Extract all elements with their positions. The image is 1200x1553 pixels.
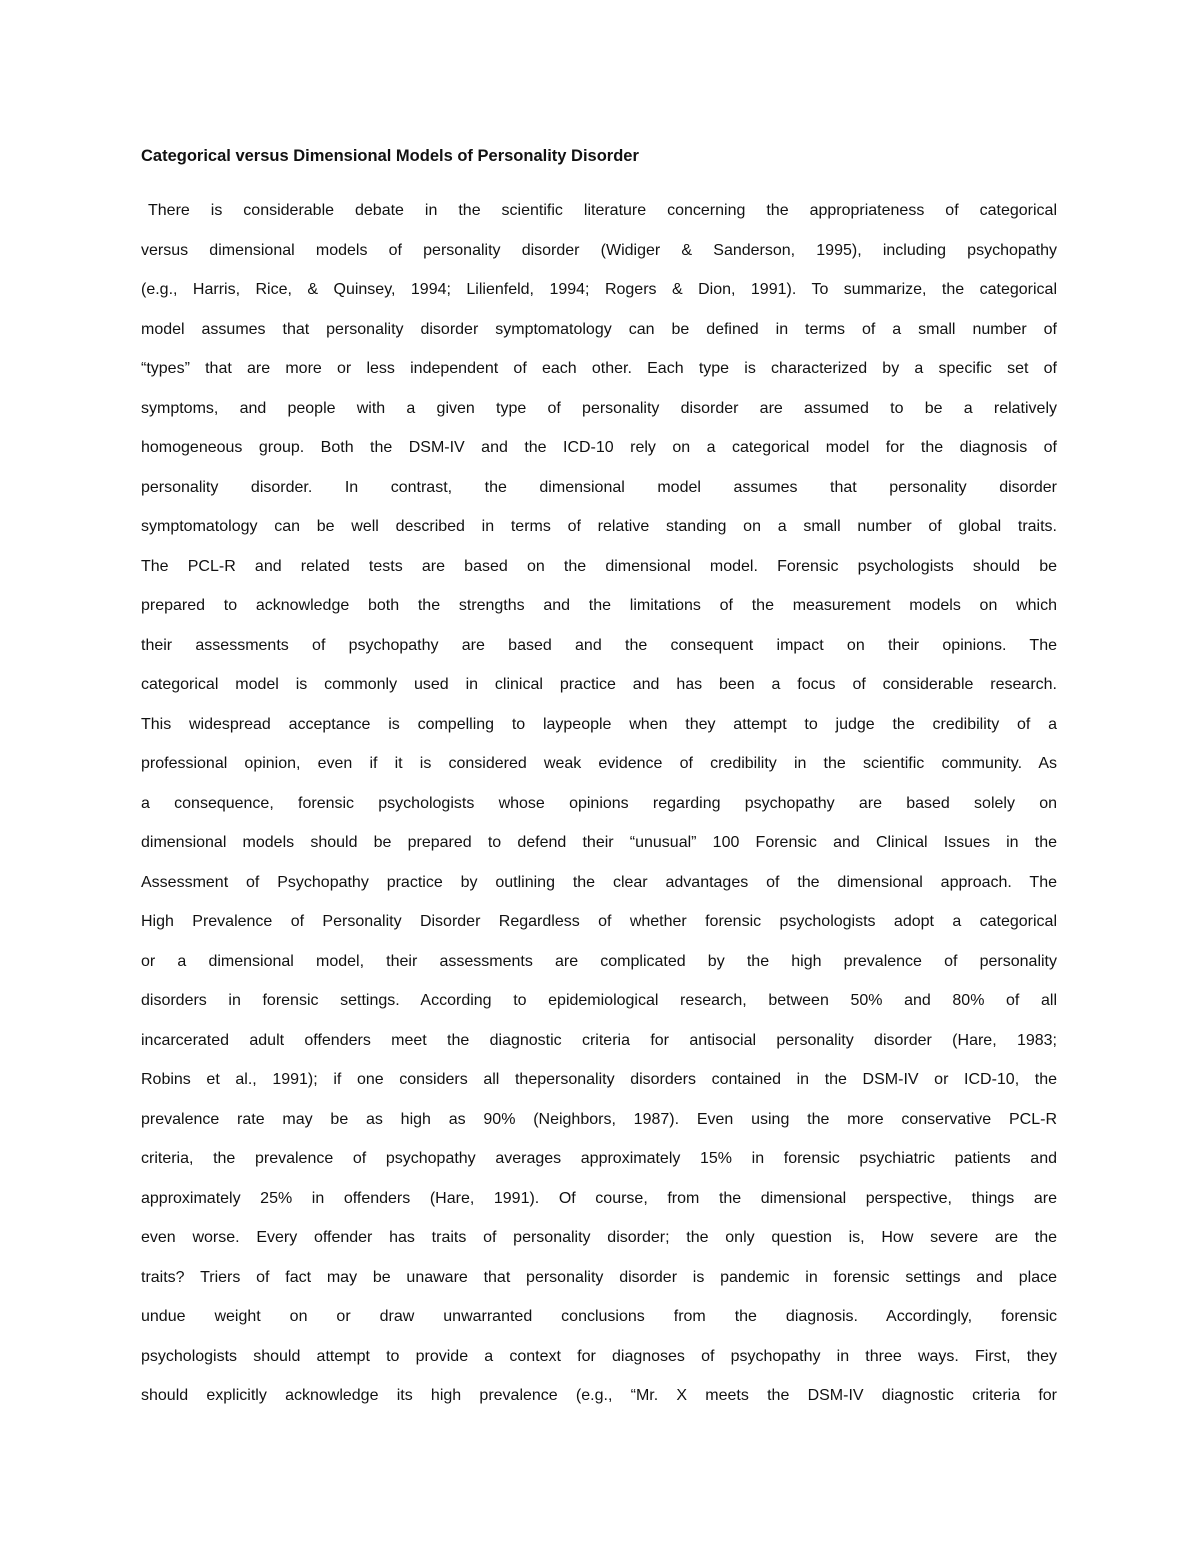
- body-line: disorders in forensic settings. According to epidemiological research, between 50% and 80% of all: [141, 992, 1057, 1009]
- body-line: “types” that are more or less independent of each other. Each type is characterized by a specific set of: [141, 360, 1057, 377]
- body-line: symptoms, and people with a given type of personality disorder are assumed to be a relatively: [141, 399, 1057, 417]
- body-line: professional opinion, even if it is considered weak evidence of credibility in the scientific community. As: [141, 755, 1057, 772]
- body-line: or a dimensional model, their assessments are complicated by the high prevalence of personality: [141, 952, 1057, 970]
- body-line: dimensional models should be prepared to defend their “unusual” 100 Forensic and Clinical Issues in the: [141, 834, 1057, 851]
- body-line: approximately 25% in offenders (Hare, 1991). Of course, from the dimensional perspective, things are: [141, 1189, 1057, 1207]
- body-line: should explicitly acknowledge its high prevalence (e.g., “Mr. X meets the DSM-IV diagnostic criteria for: [141, 1387, 1057, 1404]
- body-line: traits? Triers of fact may be unaware that personality disorder is pandemic in forensic settings and place: [141, 1268, 1057, 1286]
- body-line: categorical model is commonly used in clinical practice and has been a focus of considerable research.: [141, 676, 1057, 693]
- body-line: criteria, the prevalence of psychopathy averages approximately 15% in forensic psychiatric patients and: [141, 1150, 1057, 1167]
- body-line: undue weight on or draw unwarranted conclusions from the diagnosis. Accordingly, forensic: [141, 1308, 1057, 1325]
- body-line: psychologists should attempt to provide a context for diagnoses of psychopathy in three ways. First, they: [141, 1347, 1057, 1365]
- body-line: High Prevalence of Personality Disorder Regardless of whether forensic psychologists adopt a categorical: [141, 913, 1057, 930]
- body-line: a consequence, forensic psychologists whose opinions regarding psychopathy are based solely on: [141, 794, 1057, 812]
- body-line: prevalence rate may be as high as 90% (Neighbors, 1987). Even using the more conservative PCL-R: [141, 1110, 1057, 1128]
- body-line: Assessment of Psychopathy practice by outlining the clear advantages of the dimensional approach. The: [141, 873, 1057, 891]
- body-line: This widespread acceptance is compelling to laypeople when they attempt to judge the credibility of a: [141, 715, 1057, 733]
- body-line: model assumes that personality disorder symptomatology can be defined in terms of a small number of: [141, 320, 1057, 338]
- body-line: symptomatology can be well described in terms of relative standing on a small number of global traits.: [141, 518, 1057, 535]
- body-line: There is considerable debate in the scientific literature concerning the appropriateness of categorical: [148, 202, 1057, 219]
- document-title: Categorical versus Dimensional Models of Personality Disorder: [141, 147, 639, 165]
- body-line: their assessments of psychopathy are based and the consequent impact on their opinions. The: [141, 636, 1057, 654]
- body-line: The PCL-R and related tests are based on the dimensional model. Forensic psychologists should be: [141, 557, 1057, 575]
- body-line: Robins et al., 1991); if one considers all thepersonality disorders contained in the DSM-IV or ICD-10, the: [141, 1071, 1057, 1088]
- body-line: (e.g., Harris, Rice, & Quinsey, 1994; Lilienfeld, 1994; Rogers & Dion, 1991). To summarize, the categorical: [141, 281, 1057, 298]
- body-line: versus dimensional models of personality disorder (Widiger & Sanderson, 1995), including psychopathy: [141, 241, 1057, 259]
- body-line: even worse. Every offender has traits of personality disorder; the only question is, How severe are the: [141, 1229, 1057, 1246]
- body-line: prepared to acknowledge both the strengths and the limitations of the measurement models on which: [141, 597, 1057, 614]
- body-line: homogeneous group. Both the DSM-IV and the ICD-10 rely on a categorical model for the diagnosis of: [141, 439, 1057, 456]
- body-line: personality disorder. In contrast, the dimensional model assumes that personality disorder: [141, 478, 1057, 496]
- body-paragraph: [141, 191, 1057, 1416]
- document-page: [141, 136, 1057, 1416]
- body-line: incarcerated adult offenders meet the diagnostic criteria for antisocial personality disorder (Hare, 1983;: [141, 1031, 1057, 1049]
